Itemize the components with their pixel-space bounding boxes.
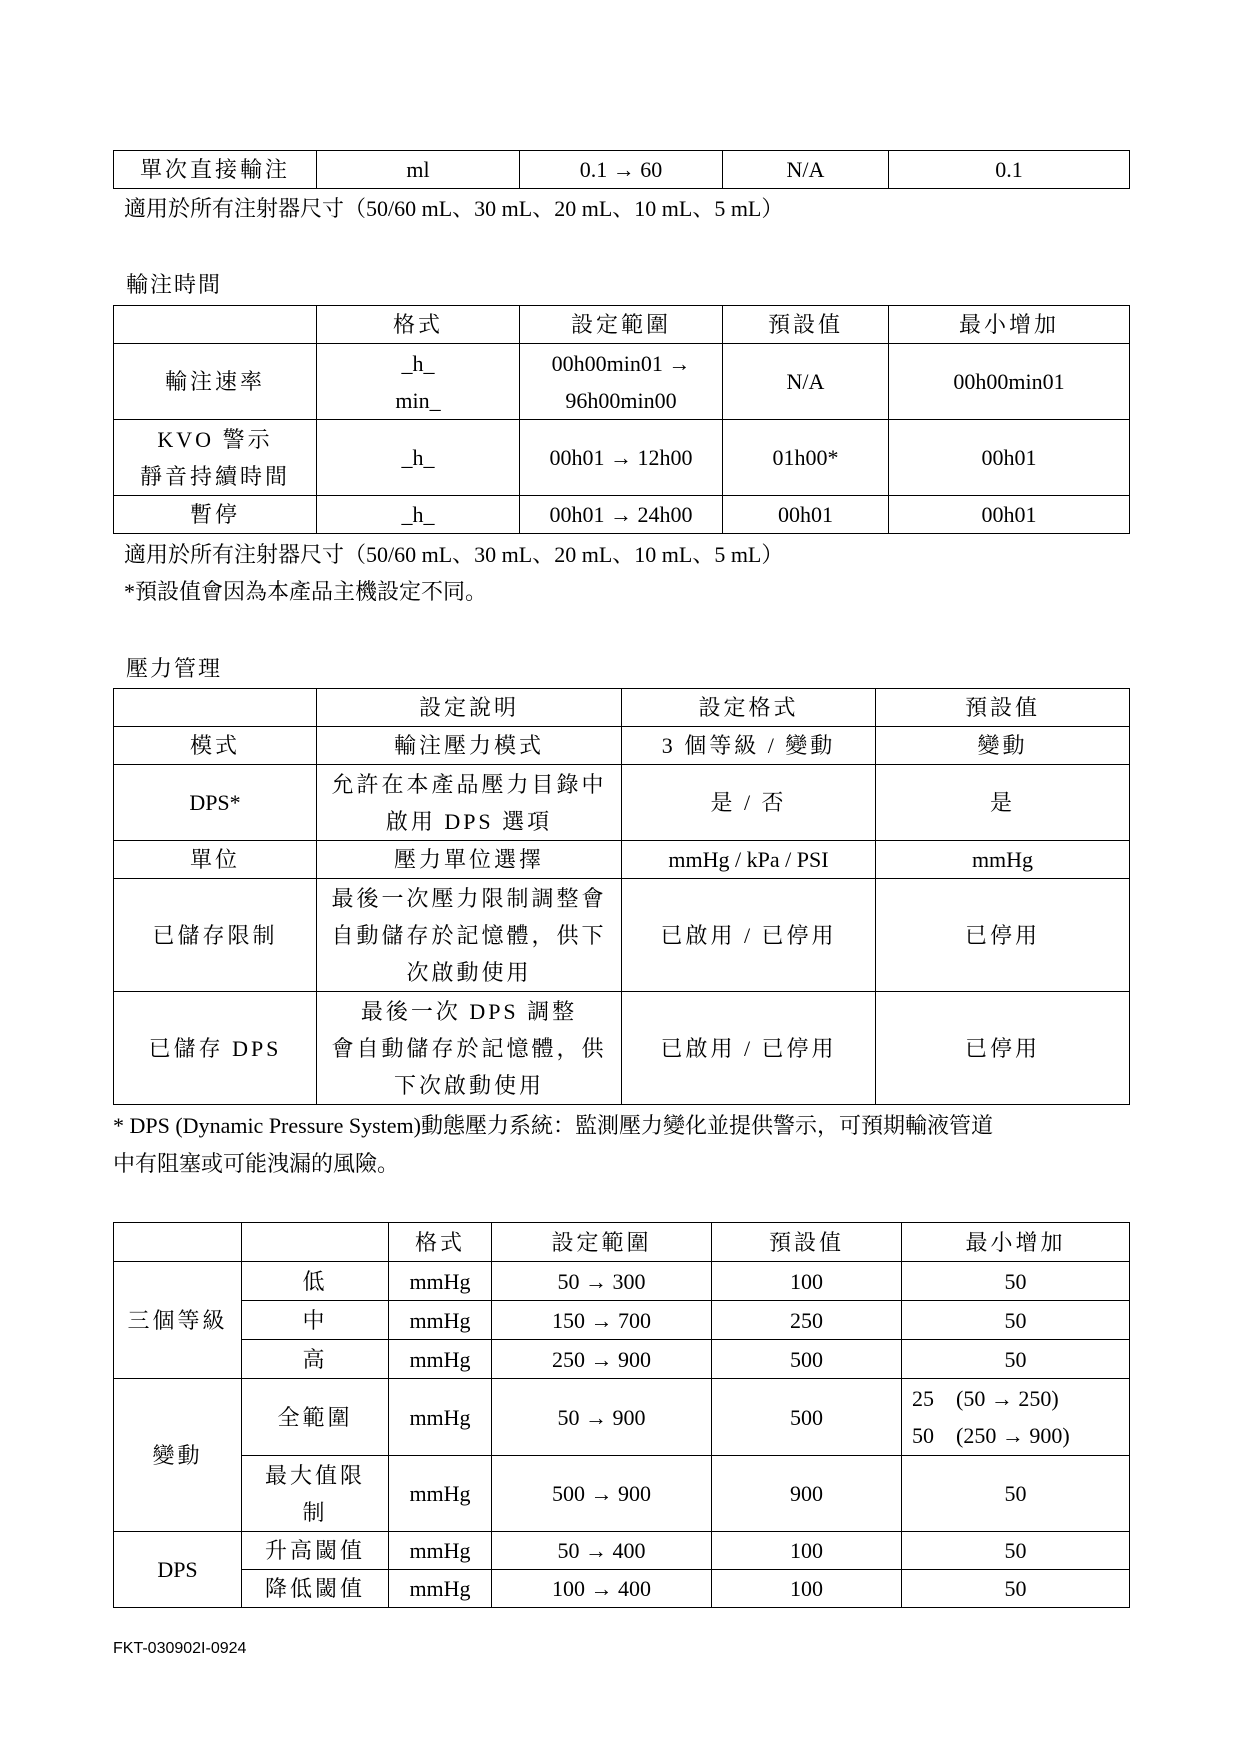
pressure-title: 壓力管理 (126, 656, 223, 681)
row-default: mmHg (876, 841, 1130, 879)
row-name: DPS* (114, 765, 317, 841)
row-range: 150 → 700 (492, 1301, 712, 1340)
row-default: 500 (712, 1379, 902, 1456)
row-increment: 50 (902, 1340, 1130, 1379)
increment-line-1: 25 (50 → 250) (912, 1386, 1059, 1411)
infusion-note-1: 適用於所有注射器尺寸（50/60 mL、30 mL、20 mL、10 mL、5 mL） (124, 542, 784, 567)
row-desc: 最後一次 DPS 調整 會自動儲存於記憶體，供 下次啟動使用 (317, 992, 622, 1105)
row-range: 50 → 900 (492, 1379, 712, 1456)
header-empty (114, 689, 317, 727)
infusion-note-2: *預設值會因為本產品主機設定不同。 (124, 579, 488, 604)
row-format: mmHg (389, 1532, 492, 1570)
row-desc: 允許在本產品壓力目錄中 啟用 DPS 選項 (317, 765, 622, 841)
row-label-low: 低 (242, 1262, 389, 1301)
row-default: 500 (712, 1340, 902, 1379)
document-code-footer: FKT-030902I-0924 (113, 1640, 247, 1657)
group-three-levels: 三個等級 (114, 1262, 242, 1379)
bolus-increment: 0.1 (889, 151, 1130, 189)
dps-note-line-1: * DPS (Dynamic Pressure System)動態壓力系統：監測壓力變化並提供警示，可預期輸液管道 (113, 1113, 993, 1138)
row-format: mmHg (389, 1340, 492, 1379)
row-format: mmHg (389, 1456, 492, 1532)
header-range: 設定範圍 (520, 306, 723, 344)
header-range: 設定範圍 (492, 1223, 712, 1262)
bolus-format: ml (317, 151, 520, 189)
header-increment: 最小增加 (889, 306, 1130, 344)
row-label-full: 全範圍 (242, 1379, 389, 1456)
row-format: mmHg (389, 1570, 492, 1608)
increment-line-2: 50 (250 → 900) (912, 1423, 1070, 1448)
row-range: 50 → 400 (492, 1532, 712, 1570)
row-increment: 00h01 (889, 420, 1130, 496)
row-label-down: 降低閾值 (242, 1570, 389, 1608)
row-name: 已儲存 DPS (114, 992, 317, 1105)
header-increment: 最小增加 (902, 1223, 1130, 1262)
row-desc: 壓力單位選擇 (317, 841, 622, 879)
pressure-levels-table (113, 1222, 1130, 1608)
pressure-table (113, 688, 1130, 1105)
row-increment: 00h01 (889, 496, 1130, 534)
row-format: _h_ min_ (317, 344, 520, 420)
row-default: 是 (876, 765, 1130, 841)
row-default: 100 (712, 1570, 902, 1608)
row-name: 模式 (114, 727, 317, 765)
row-range: 00h00min01 → 96h00min00 (520, 344, 723, 420)
header-empty (242, 1223, 389, 1262)
row-default: 900 (712, 1456, 902, 1532)
row-default: 100 (712, 1532, 902, 1570)
row-format: mmHg (389, 1301, 492, 1340)
row-label-max: 最大值限 制 (242, 1456, 389, 1532)
row-range: 100 → 400 (492, 1570, 712, 1608)
header-format: 設定格式 (622, 689, 876, 727)
header-format: 格式 (389, 1223, 492, 1262)
bolus-table (113, 150, 1130, 189)
row-name: 輸注速率 (114, 344, 317, 420)
row-format: mmHg (389, 1262, 492, 1301)
row-increment: 00h00min01 (889, 344, 1130, 420)
row-default: 250 (712, 1301, 902, 1340)
row-desc: 輸注壓力模式 (317, 727, 622, 765)
bolus-note: 適用於所有注射器尺寸（50/60 mL、30 mL、20 mL、10 mL、5 mL） (124, 196, 784, 221)
row-name: 暫停 (114, 496, 317, 534)
row-default: 100 (712, 1262, 902, 1301)
row-range: 50 → 300 (492, 1262, 712, 1301)
group-dps: DPS (114, 1532, 242, 1608)
row-range: 00h01 → 24h00 (520, 496, 723, 534)
row-format: _h_ (317, 420, 520, 496)
row-format: 是 / 否 (622, 765, 876, 841)
row-label-mid: 中 (242, 1301, 389, 1340)
row-name: 單位 (114, 841, 317, 879)
dps-note-line-2: 中有阻塞或可能洩漏的風險。 (113, 1151, 400, 1176)
row-increment (902, 1379, 1130, 1456)
row-range: 250 → 900 (492, 1340, 712, 1379)
row-format: 已啟用 / 已停用 (622, 992, 876, 1105)
row-format: 3 個等級 / 變動 (622, 727, 876, 765)
row-name: 已儲存限制 (114, 879, 317, 992)
header-empty (114, 1223, 242, 1262)
header-desc: 設定說明 (317, 689, 622, 727)
row-label-high: 高 (242, 1340, 389, 1379)
bolus-default: N/A (723, 151, 889, 189)
row-default: 已停用 (876, 879, 1130, 992)
header-format: 格式 (317, 306, 520, 344)
row-default: N/A (723, 344, 889, 420)
row-increment: 50 (902, 1262, 1130, 1301)
row-default: 變動 (876, 727, 1130, 765)
bolus-name: 單次直接輸注 (114, 151, 317, 189)
header-default: 預設值 (712, 1223, 902, 1262)
row-format: 已啟用 / 已停用 (622, 879, 876, 992)
bolus-range: 0.1 → 60 (520, 151, 723, 189)
row-format: _h_ (317, 496, 520, 534)
row-increment: 50 (902, 1570, 1130, 1608)
row-range: 500 → 900 (492, 1456, 712, 1532)
row-format: mmHg (389, 1379, 492, 1456)
row-name: KVO 警示 靜音持續時間 (114, 420, 317, 496)
infusion-time-title: 輸注時間 (126, 272, 223, 297)
group-variable: 變動 (114, 1379, 242, 1532)
header-empty (114, 306, 317, 344)
row-default: 00h01 (723, 496, 889, 534)
header-default: 預設值 (876, 689, 1130, 727)
row-increment: 50 (902, 1301, 1130, 1340)
row-format: mmHg / kPa / PSI (622, 841, 876, 879)
row-range: 00h01 → 12h00 (520, 420, 723, 496)
row-increment: 50 (902, 1532, 1130, 1570)
infusion-time-table (113, 305, 1130, 534)
header-default: 預設值 (723, 306, 889, 344)
row-label-up: 升高閾值 (242, 1532, 389, 1570)
row-default: 01h00* (723, 420, 889, 496)
row-default: 已停用 (876, 992, 1130, 1105)
row-increment: 50 (902, 1456, 1130, 1532)
row-desc: 最後一次壓力限制調整會 自動儲存於記憶體，供下 次啟動使用 (317, 879, 622, 992)
